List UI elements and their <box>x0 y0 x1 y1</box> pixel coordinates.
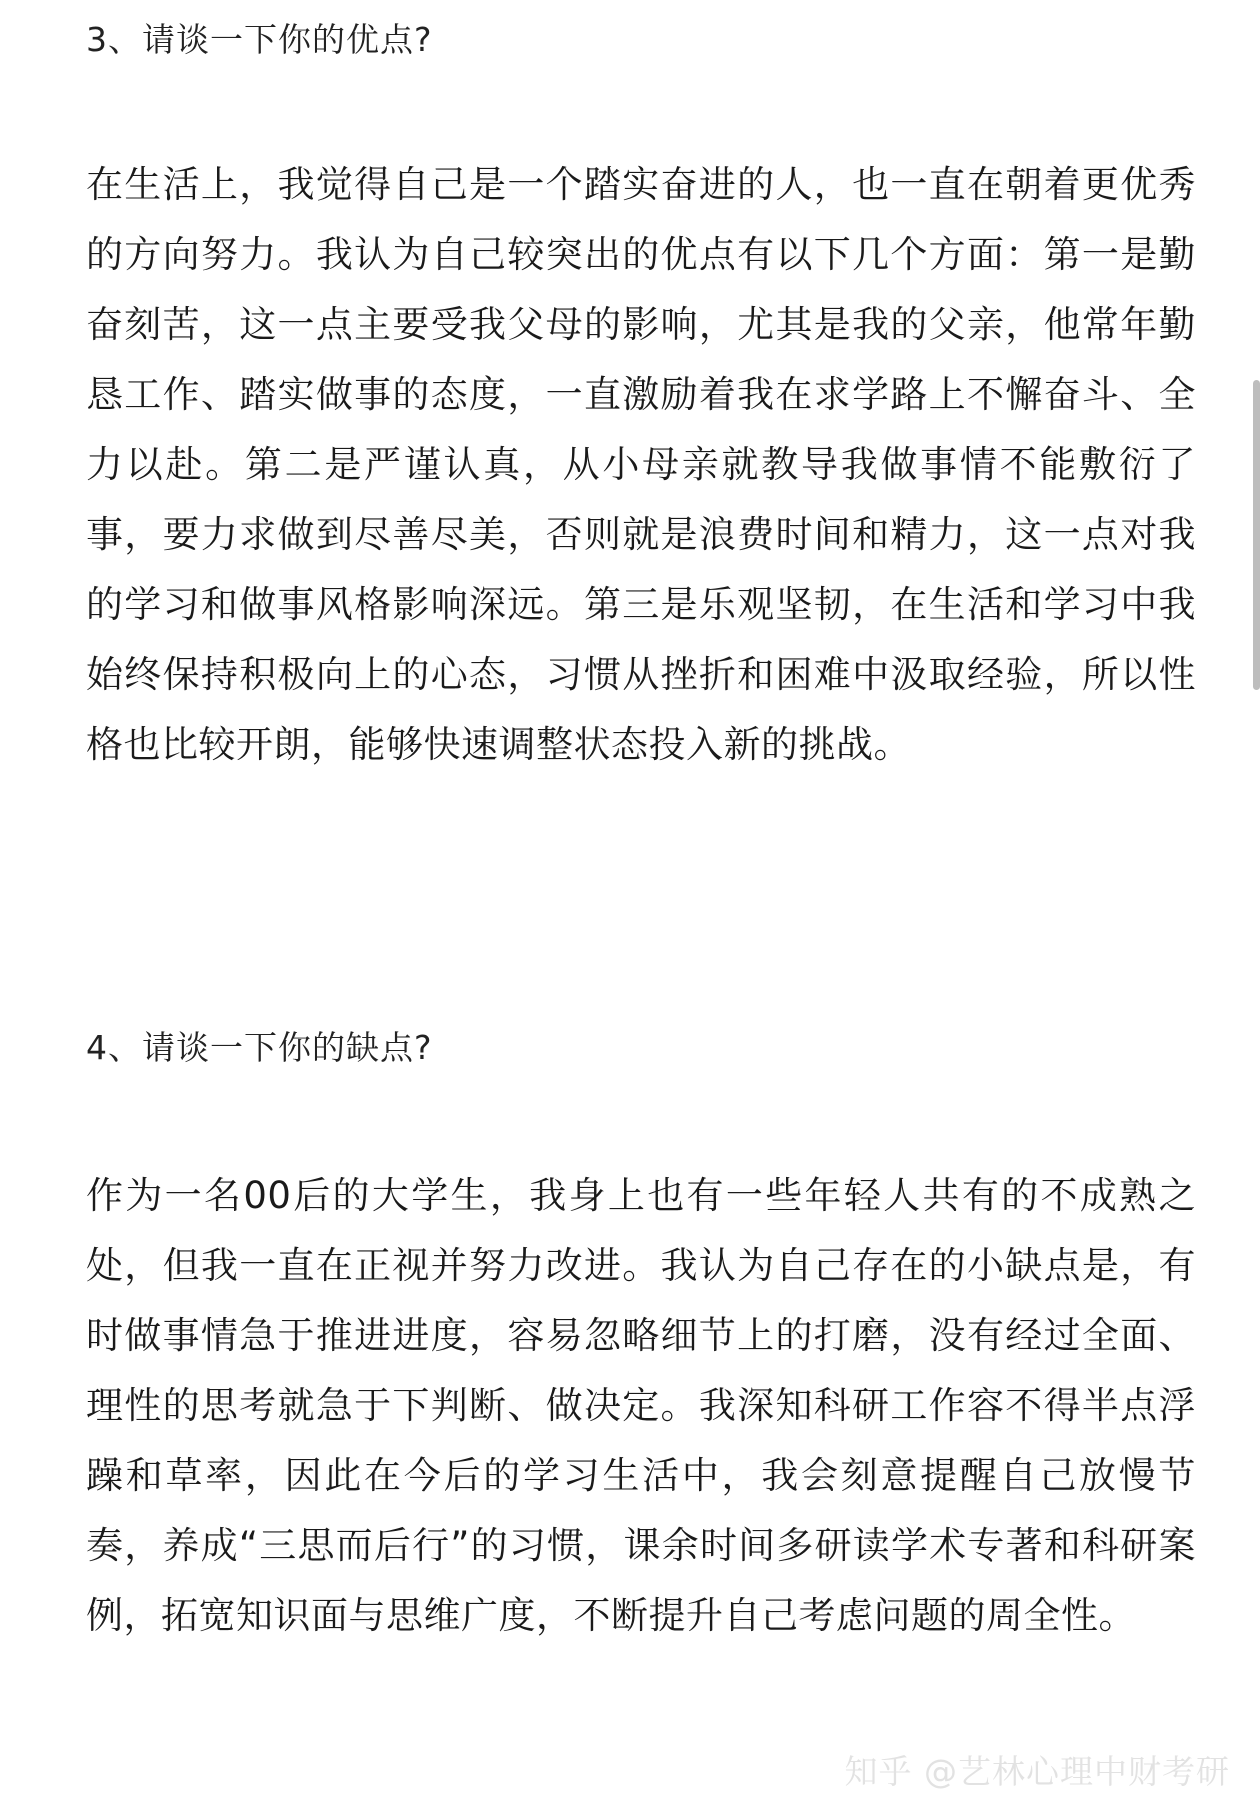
question-4-answer: 作为一名00后的大学生，我身上也有一些年轻人共有的不成熟之处，但我一直在正视并努力改进。我认为自己存在的小缺点是，有时做事情急于推进进度，容易忽略细节上的打磨，没有经过全面、理性的思考就急于下判断、做决定。我深知科研工作容不得半点浮躁和草率，因此在今后的学习生活中，我会刻意提醒自己放慢节奏，养成“三思而后行”的习惯，课余时间多研读学术专著和科研案例，拓宽知识面与思维广度，不断提升自己考虑问题的周全性。 <box>86 1174 1196 1637</box>
scrollbar-thumb[interactable] <box>1253 380 1260 690</box>
question-3-heading: 3、请谈一下你的优点? <box>86 20 433 59</box>
question-3-answer: 在生活上，我觉得自己是一个踏实奋进的人，也一直在朝着更优秀的方向努力。我认为自己较突出的优点有以下几个方面：第一是勤奋刻苦，这一点主要受我父母的影响，尤其是我的父亲，他常年勤恳工作、踏实做事的态度，一直激励着我在求学路上不懈奋斗、全力以赴。第二是严谨认真，从小母亲就教导我做事情不能敷衍了事，要力求做到尽善尽美，否则就是浪费时间和精力，这一点对我的学习和做事风格影响深远。第三是乐观坚韧，在生活和学习中我始终保持积极向上的心态，习惯从挫折和困难中汲取经验，所以性格也比较开朗，能够快速调整状态投入新的挑战。 <box>86 163 1196 766</box>
question-4-heading: 4、请谈一下你的缺点? <box>86 1028 433 1067</box>
zhihu-watermark: 知乎 @艺林心理中财考研 <box>844 1752 1230 1791</box>
